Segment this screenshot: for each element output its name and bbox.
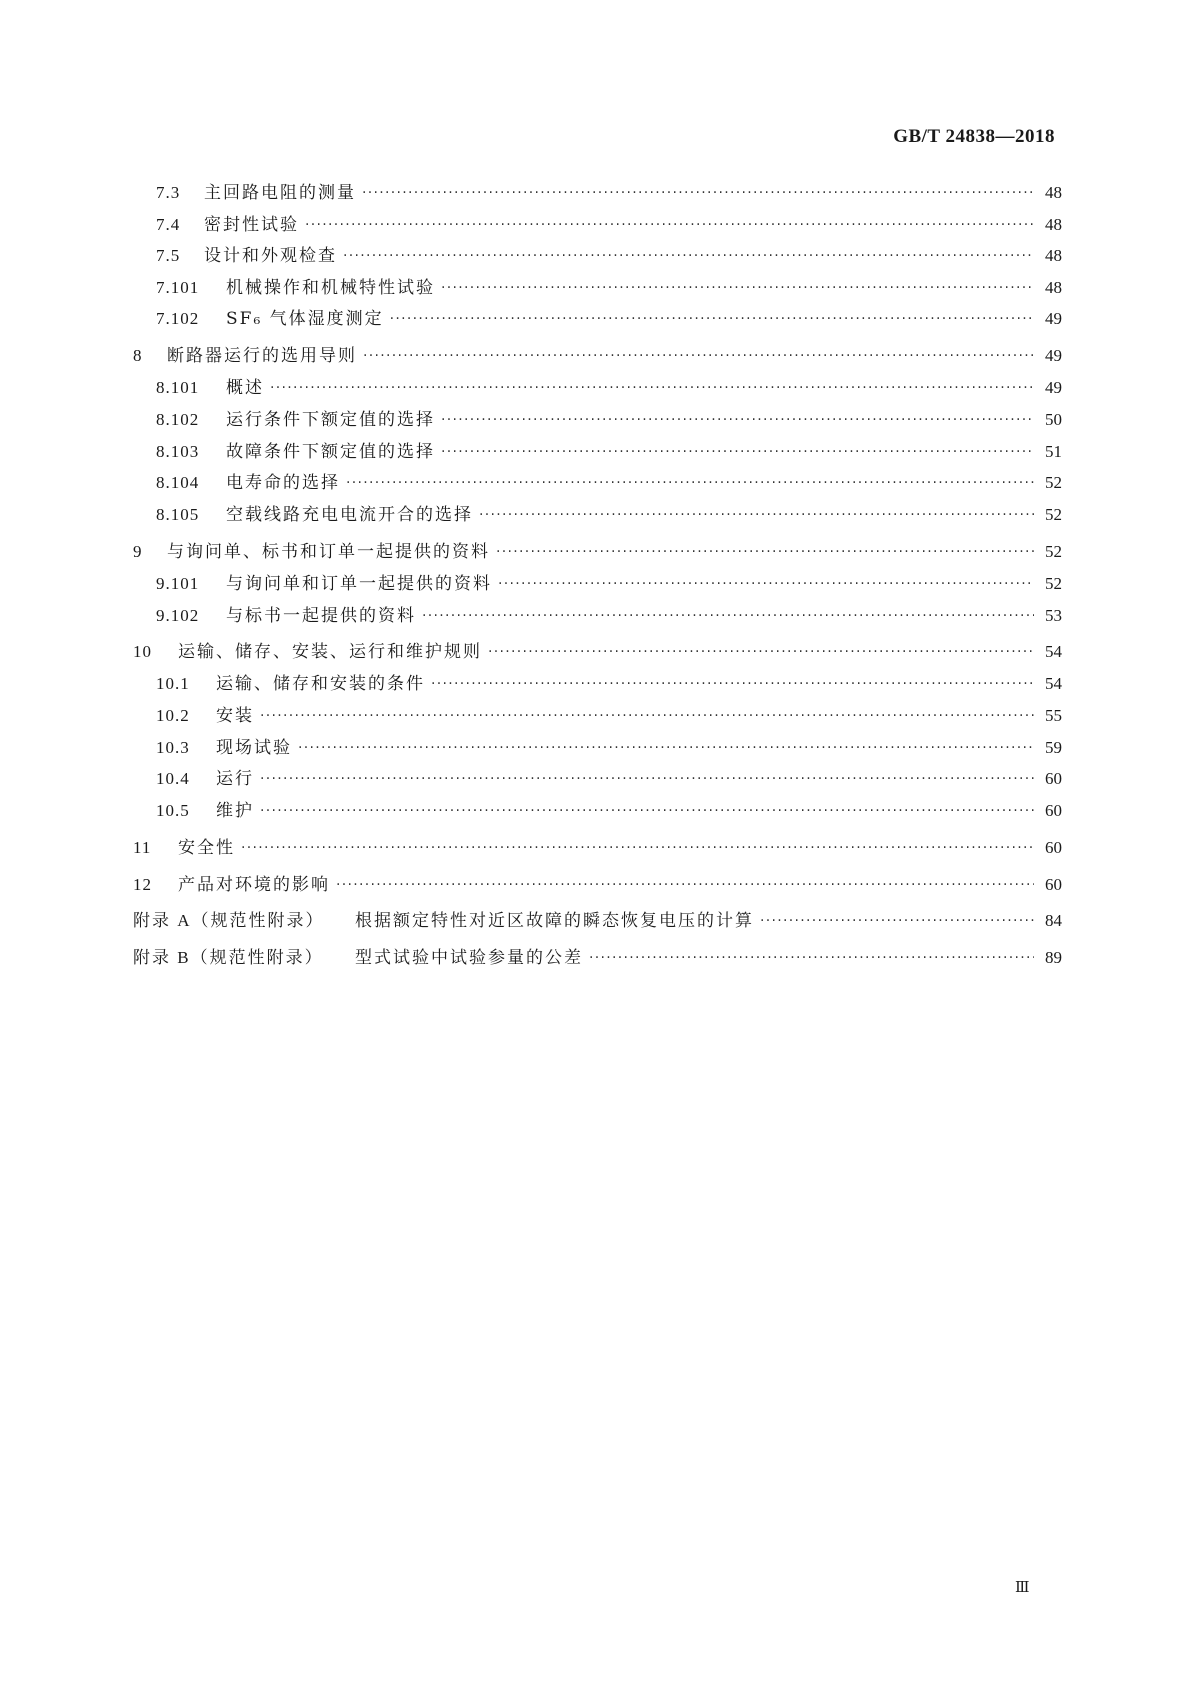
toc-entry-page: 49 [1045, 309, 1062, 328]
toc-entry-number: 12 [133, 875, 152, 894]
toc-entry-page: 48 [1045, 246, 1062, 265]
dot-leader [589, 945, 1034, 971]
toc-entry-page: 52 [1045, 542, 1062, 561]
toc-entry-7-101[interactable] [156, 275, 1062, 301]
toc-entry-title: 运输、储存、安装、运行和维护规则 [178, 642, 482, 662]
toc-entry-title: 产品对环境的影响 [178, 875, 330, 895]
dot-leader [241, 835, 1034, 861]
dot-leader [362, 180, 1034, 206]
toc-entry-10-2[interactable] [156, 703, 1062, 729]
toc-entry-9-101[interactable] [156, 571, 1062, 597]
toc-entry-number: 8.102 [156, 410, 200, 429]
toc-entry-page: 54 [1045, 674, 1062, 693]
toc-entry-title: 运行 [216, 769, 254, 789]
toc-entry-title: 空载线路充电电流开合的选择 [226, 505, 473, 525]
toc-entry-title: 维护 [216, 801, 254, 821]
toc-entry-number: 8.105 [156, 505, 200, 524]
toc-entry-page: 55 [1045, 706, 1062, 725]
toc-entry-appendix-a[interactable] [133, 908, 1062, 934]
toc-entry-number: 8 [133, 346, 143, 365]
toc-entry-title: 运输、储存和安装的条件 [216, 674, 425, 694]
page-folio: Ⅲ [1015, 1580, 1030, 1596]
toc-entry-number: 10.2 [156, 706, 190, 725]
toc-entry-10-1[interactable] [156, 671, 1062, 697]
dot-leader [390, 306, 1034, 332]
toc-entry-number: 10.4 [156, 769, 190, 788]
dot-leader [422, 603, 1034, 629]
dot-leader [760, 908, 1034, 934]
toc-entry-number: 10 [133, 642, 152, 661]
dot-leader [260, 766, 1034, 792]
toc-entry-number: 7.102 [156, 309, 200, 328]
dot-leader [431, 671, 1034, 697]
toc-entry-page: 60 [1045, 769, 1062, 788]
dot-leader [496, 539, 1034, 565]
toc-entry-number: 9.101 [156, 574, 200, 593]
toc-entry-10-4[interactable] [156, 766, 1062, 792]
toc-entry-number: 9 [133, 542, 143, 561]
toc-entry-number: 10.3 [156, 738, 190, 757]
toc-entry-page: 60 [1045, 801, 1062, 820]
toc-entry-title: 运行条件下额定值的选择 [226, 410, 435, 430]
toc-entry-title: 电寿命的选择 [226, 473, 340, 493]
toc-entry-7-102[interactable] [156, 306, 1062, 332]
toc-entry-10[interactable] [133, 639, 1062, 665]
toc-entry-8-105[interactable] [156, 502, 1062, 528]
toc-entry-appendix-b[interactable] [133, 945, 1062, 971]
dot-leader [498, 571, 1034, 597]
toc-entry-title: 与询问单和订单一起提供的资料 [226, 574, 492, 594]
toc-entry-title: 现场试验 [216, 738, 292, 758]
toc-entry-page: 48 [1045, 278, 1062, 297]
toc-entry-title: 密封性试验 [204, 215, 299, 235]
toc-entry-title: 概述 [226, 378, 264, 398]
toc-entry-title: 设计和外观检查 [204, 246, 337, 266]
toc-entry-page: 49 [1045, 378, 1062, 397]
toc-entry-title: 安装 [216, 706, 254, 726]
toc-entry-page: 48 [1045, 215, 1062, 234]
toc-entry-title: SF₆ 气体湿度测定 [226, 309, 384, 329]
toc-entry-page: 52 [1045, 574, 1062, 593]
toc-entry-page: 52 [1045, 505, 1062, 524]
toc-entry-7-3[interactable] [156, 180, 1062, 206]
toc-entry-number: 附录 B（规范性附录） [133, 948, 324, 967]
toc-entry-title: 机械操作和机械特性试验 [226, 278, 435, 298]
toc-entry-12[interactable] [133, 872, 1062, 898]
toc-entry-8-102[interactable] [156, 407, 1062, 433]
toc-entry-10-3[interactable] [156, 735, 1062, 761]
dot-leader [488, 639, 1034, 665]
toc-entry-title: 根据额定特性对近区故障的瞬态恢复电压的计算 [355, 911, 754, 931]
standard-number: GB/T 24838—2018 [893, 126, 1055, 147]
toc-entry-number: 7.4 [156, 215, 181, 234]
toc-entry-number: 10.5 [156, 801, 190, 820]
toc-entry-8[interactable] [133, 343, 1062, 369]
toc-entry-number: 9.102 [156, 606, 200, 625]
toc-entry-page: 60 [1045, 838, 1062, 857]
toc-entry-number: 7.3 [156, 183, 181, 202]
toc-entry-8-104[interactable] [156, 470, 1062, 496]
toc-entry-8-103[interactable] [156, 439, 1062, 465]
toc-entry-page: 48 [1045, 183, 1062, 202]
dot-leader [343, 243, 1034, 269]
toc-entry-page: 54 [1045, 642, 1062, 661]
toc-entry-page: 53 [1045, 606, 1062, 625]
toc-entry-title: 与标书一起提供的资料 [226, 606, 416, 626]
toc-entry-9-102[interactable] [156, 603, 1062, 629]
toc-entry-number: 8.104 [156, 473, 200, 492]
toc-entry-title: 主回路电阻的测量 [204, 183, 356, 203]
dot-leader [479, 502, 1034, 528]
toc-entry-number: 8.103 [156, 442, 200, 461]
toc-entry-title: 故障条件下额定值的选择 [226, 442, 435, 462]
toc-entry-title: 与询问单、标书和订单一起提供的资料 [167, 542, 490, 562]
toc-entry-page: 84 [1045, 911, 1062, 930]
toc-entry-11[interactable] [133, 835, 1062, 861]
toc-entry-title: 安全性 [178, 838, 235, 858]
dot-leader [260, 703, 1034, 729]
toc-entry-number: 7.101 [156, 278, 200, 297]
dot-leader [441, 439, 1034, 465]
dot-leader [363, 343, 1034, 369]
dot-leader [346, 470, 1034, 496]
toc-entry-number: 附录 A（规范性附录） [133, 911, 325, 930]
toc-entry-title: 断路器运行的选用导则 [167, 346, 357, 366]
toc-entry-7-5[interactable] [156, 243, 1062, 269]
toc-entry-8-101[interactable] [156, 375, 1062, 401]
toc-entry-page: 89 [1045, 948, 1062, 967]
toc-entry-title: 型式试验中试验参量的公差 [355, 948, 583, 968]
toc-entry-page: 50 [1045, 410, 1062, 429]
toc-entry-page: 49 [1045, 346, 1062, 365]
toc-entry-number: 10.1 [156, 674, 190, 693]
dot-leader [441, 275, 1034, 301]
dot-leader [441, 407, 1034, 433]
toc-entry-number: 8.101 [156, 378, 200, 397]
toc-entry-10-5[interactable] [156, 798, 1062, 824]
toc-entry-page: 60 [1045, 875, 1062, 894]
toc-entry-number: 7.5 [156, 246, 181, 265]
toc-entry-page: 51 [1045, 442, 1062, 461]
toc-entry-page: 52 [1045, 473, 1062, 492]
dot-leader [305, 212, 1034, 238]
dot-leader [336, 872, 1034, 898]
toc-entry-7-4[interactable] [156, 212, 1062, 238]
toc-entry-9[interactable] [133, 539, 1062, 565]
dot-leader [298, 735, 1034, 761]
dot-leader [260, 798, 1034, 824]
dot-leader [270, 375, 1034, 401]
toc-entry-page: 59 [1045, 738, 1062, 757]
toc-entry-number: 11 [133, 838, 152, 857]
